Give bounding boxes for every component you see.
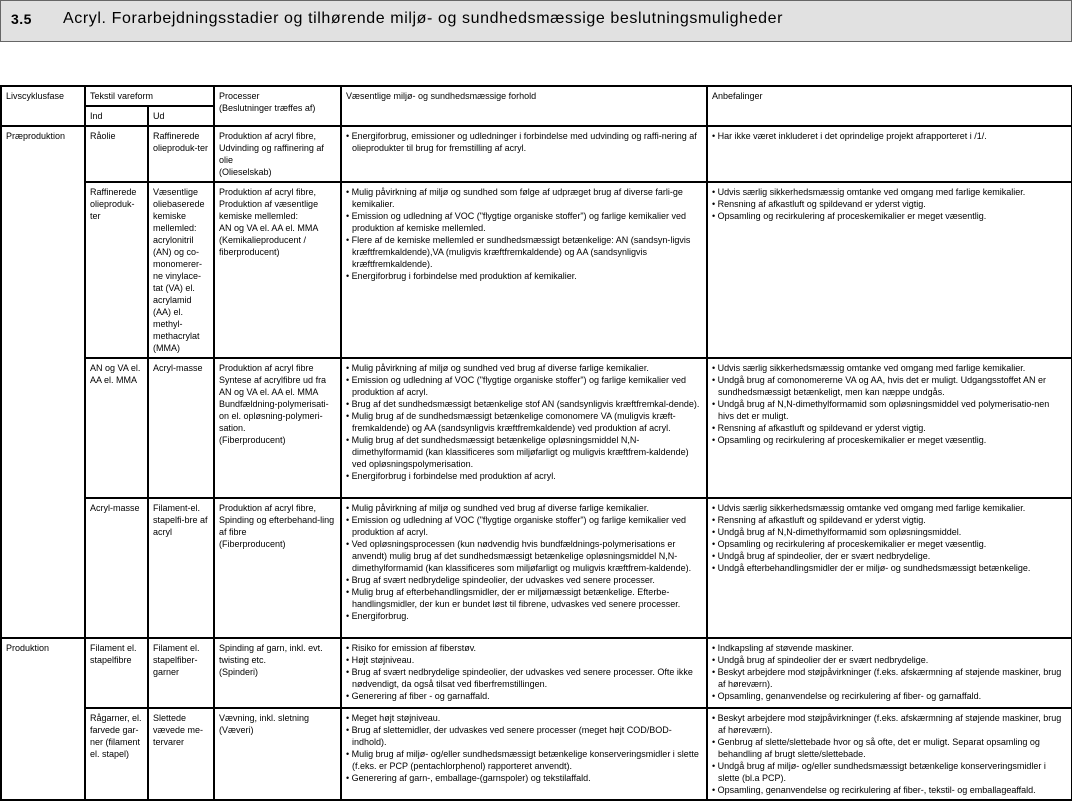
- list-item: • Energiforbrug i forbindelse med produktion af kemikalier.: [346, 270, 702, 282]
- process-line: Vævning, inkl. sletning: [219, 713, 310, 723]
- list-item: • Undgå brug af comonomererne VA og AA, hvis det er muligt. Udgangsstoffet AN er sundhedsmæssigt betænkeligt, men kan næppe undgås.: [712, 374, 1067, 398]
- process-line: Produktion af acryl fibre,: [219, 187, 317, 197]
- list-item: • Brug af svært nedbrydelige spindeolier, der udvaskes ved senere processer.: [346, 574, 702, 586]
- list-item: • Brug af slettemidler, der udvaskes ved senere processer (meget højt COD/BOD-indhold).: [346, 724, 702, 748]
- list-item: • Opsamling og recirkulering af proceskemikalier er meget væsentlig.: [712, 434, 1067, 446]
- table-row: [1, 708, 1072, 800]
- list-item: • Risiko for emission af fiberstøv.: [346, 642, 702, 654]
- list-item: • Generering af fiber - og garnaffald.: [346, 690, 702, 702]
- cell-in: Rågarner, el. farvede gar-ner (filament el. stapel): [85, 708, 148, 800]
- cell-in: AN og VA el. AA el. MMA: [85, 358, 148, 498]
- process-line: Bundfældning-polymerisati-on el. opløsning-polymeri-sation.: [219, 399, 329, 433]
- list-item: • Opsamling og recirkulering af proceskemikalier er meget væsentlig.: [712, 538, 1067, 550]
- list-item: • Meget højt støjniveau.: [346, 712, 702, 724]
- col-header-process-sub: (Beslutninger træffes af): [219, 103, 316, 113]
- process-line: (Fiberproducent): [219, 539, 286, 549]
- list-item: • Emission og udledning af VOC ("flygtige organiske stoffer") og farlige kemikalier ved produktion af acryl.: [346, 374, 702, 398]
- list-item: • Rensning af afkastluft og spildevand er yderst vigtig.: [712, 514, 1067, 526]
- cell-out: Acryl-masse: [148, 358, 214, 498]
- list-item: • Genbrug af slette/slettebade hvor og så ofte, det er muligt. Separat opsamling og behandling af brugt slette/slettebade.: [712, 736, 1067, 760]
- cell-out: Filament-el. stapelfi-bre af acryl: [148, 498, 214, 638]
- process-line: (Væveri): [219, 725, 254, 735]
- list-item: • Opsamling og recirkulering af proceskemikalier er meget væsentlig.: [712, 210, 1067, 222]
- table-row: [1, 182, 1072, 358]
- process-line: Produktion af væsentlige kemiske mellemled:: [219, 199, 319, 221]
- cell-process: [214, 638, 341, 708]
- list-item: • Højt støjniveau.: [346, 654, 702, 666]
- col-header-lifecycle: Livscyklusfase: [1, 86, 85, 126]
- cell-recommendations: [707, 638, 1072, 708]
- cell-process: [214, 126, 341, 182]
- cell-issues: [341, 126, 707, 182]
- list-item: • Udvis særlig sikkerhedsmæssig omtanke ved omgang med farlige kemikalier.: [712, 186, 1067, 198]
- process-line: (Olieselskab): [219, 167, 272, 177]
- cell-recommendations: [707, 182, 1072, 358]
- process-line: Udvinding og raffinering af olie: [219, 143, 324, 165]
- list-item: • Mulig påvirkning af miljø og sundhed ved brug af diverse farlige kemikalier.: [346, 502, 702, 514]
- cell-issues: [341, 182, 707, 358]
- list-item: • Undgå brug af N,N-dimethylformamid som opløsningsmiddel.: [712, 526, 1067, 538]
- process-line: Spinding og efterbehand-ling af fibre: [219, 515, 335, 537]
- list-item: • Rensning af afkastluft og spildevand er yderst vigtig.: [712, 198, 1067, 210]
- cell-issues: [341, 638, 707, 708]
- list-item: • Flere af de kemiske mellemled er sundhedsmæssigt betænkelige: AN (sandsyn-ligvis kræftfremkaldende),VA (muligvis kræftfremkaldende) og AA (sandsynligvis kræftfremkaldende).: [346, 234, 702, 270]
- list-item: • Ved opløsningsprocessen (kun nødvendig hvis bundfældnings-polymerisations er anvendt) mulig brug af det sundhedsmæssigt betænkelige opløsningsmiddel N,N-dimethylformamid (kan klassificeres som miljøfarligt og muligvis kræftfrem-kaldende).: [346, 538, 702, 574]
- cell-recommendations: [707, 358, 1072, 498]
- cell-process: [214, 182, 341, 358]
- process-line: Produktion af acryl fibre,: [219, 131, 317, 141]
- process-line: Produktion af acryl fibre: [219, 363, 314, 373]
- cell-in: Raffinerede olieproduk-ter: [85, 182, 148, 358]
- list-item: • Har ikke været inkluderet i det oprindelige projekt afrapporteret i /1/.: [712, 130, 1067, 142]
- list-item: • Opsamling, genanvendelse og recirkulering af fiber- og garnaffald.: [712, 690, 1067, 702]
- col-header-textile: Tekstil vareform: [85, 86, 214, 106]
- process-line: (Kemikalieproducent / fiberproducent): [219, 235, 307, 257]
- list-item: • Opsamling, genanvendelse og recirkulering af fiber-, tekstil- og emballageaffald.: [712, 784, 1067, 796]
- cell-recommendations: [707, 126, 1072, 182]
- process-line: Produktion af acryl fibre,: [219, 503, 317, 513]
- col-header-in: Ind: [85, 106, 148, 126]
- phase-cell-production: Produktion: [1, 638, 85, 800]
- list-item: • Emission og udledning af VOC ("flygtige organiske stoffer") og farlige kemikalier ved produktion af kemiske mellemled.: [346, 210, 702, 234]
- list-item: • Energiforbrug, emissioner og udledninger i forbindelse med udvinding og raffi-nering af olieprodukter til brug for fremstilling af acryl.: [346, 130, 702, 154]
- list-item: • Brug af det sundhedsmæssigt betænkelige stof AN (sandsynligvis kræftfremkal-dende).: [346, 398, 702, 410]
- section-number: 3.5: [11, 11, 32, 27]
- cell-recommendations: [707, 708, 1072, 800]
- cell-recommendations: [707, 498, 1072, 638]
- section-header: [0, 0, 1072, 42]
- list-item: • Energiforbrug i forbindelse med produktion af acryl.: [346, 470, 702, 482]
- cell-out: Filament el. stapelfiber-garner: [148, 638, 214, 708]
- list-item: • Beskyt arbejdere mod støjpåvirkninger (f.eks. afskærmning af støjende maskiner, brug af høreværn).: [712, 666, 1067, 690]
- list-item: • Mulig brug af det sundhedsmæssigt betænkelige opløsningsmiddel N,N-dimethylformamid (kan klassificeres som miljøfarligt og muligvis kræftfrem-kaldende) ved opløsningspolymerisation.: [346, 434, 702, 470]
- list-item: • Rensning af afkastluft og spildevand er yderst vigtig.: [712, 422, 1067, 434]
- cell-issues: [341, 358, 707, 498]
- cell-process: [214, 708, 341, 800]
- cell-in: Acryl-masse: [85, 498, 148, 638]
- process-line: AN og VA el. AA el. MMA: [219, 223, 319, 233]
- col-header-recommendations: Anbefalinger: [707, 86, 1072, 126]
- list-item: • Udvis særlig sikkerhedsmæssig omtanke ved omgang med farlige kemikalier.: [712, 502, 1067, 514]
- process-line: Spinding af garn, inkl. evt. twisting etc.: [219, 643, 323, 665]
- list-item: • Energiforbrug.: [346, 610, 702, 622]
- process-line: Syntese af acrylfibre ud fra AN og VA el. AA el. MMA: [219, 375, 327, 397]
- list-item: • Beskyt arbejdere mod støjpåvirkninger (f.eks. afskærmning af støjende maskiner, brug af høreværn).: [712, 712, 1067, 736]
- section-title: Acryl. Forarbejdningsstadier og tilhørende miljø- og sundhedsmæssige beslutningsmuligheder: [63, 10, 784, 27]
- list-item: • Generering af garn-, emballage-(garnspoler) og tekstilaffald.: [346, 772, 702, 784]
- list-item: • Undgå brug af spindeolier der er svært nedbrydelige.: [712, 654, 1067, 666]
- cell-in: Råolie: [85, 126, 148, 182]
- col-header-issues: Væsentlige miljø- og sundhedsmæssige forhold: [341, 86, 707, 126]
- list-item: • Emission og udledning af VOC ("flygtige organiske stoffer") og farlige kemikalier ved produktion af acryl.: [346, 514, 702, 538]
- phase-cell-preproduction: Præproduktion: [1, 126, 85, 638]
- table-row: [1, 358, 1072, 498]
- list-item: • Mulig brug af miljø- og/eller sundhedsmæssigt betænkelige konserveringsmidler i slette (f.eks. er PCP (pentachlorphenol) rapporteret anvendt).: [346, 748, 702, 772]
- list-item: • Mulig brug af efterbehandlingsmidler, der er miljømæssigt betænkelige. Efterbe-handlingsmidler, der kun er bundet løst til fibrene, udvaskes ved senere processer.: [346, 586, 702, 610]
- table-row: [1, 638, 1072, 708]
- cell-out: Slettede vævede me-tervarer: [148, 708, 214, 800]
- list-item: • Undgå brug af spindeolier, der er svært nedbrydelige.: [712, 550, 1067, 562]
- list-item: • Undgå efterbehandlingsmidler der er miljø- og sundhedsmæssigt betænkelige.: [712, 562, 1067, 574]
- cell-issues: [341, 708, 707, 800]
- col-header-out: Ud: [148, 106, 214, 126]
- cell-issues: [341, 498, 707, 638]
- lifecycle-table: [0, 85, 1072, 801]
- list-item: • Undgå brug af miljø- og/eller sundhedsmæssigt betænkelige konserveringsmidler i slette (bl.a PCP).: [712, 760, 1067, 784]
- cell-process: [214, 498, 341, 638]
- table-header-row: [1, 86, 1072, 106]
- list-item: • Mulig brug af de sundhedsmæssigt betænkelige comonomere VA (muligvis kræft-fremkaldende) og AA (sandsynligvis kræftfremkaldende) ved produktion af acryl.: [346, 410, 702, 434]
- col-header-process-label: Processer: [219, 91, 260, 101]
- process-line: (Spinderi): [219, 667, 259, 677]
- cell-out: Raffinerede olieproduk-ter: [148, 126, 214, 182]
- process-line: (Fiberproducent): [219, 435, 286, 445]
- list-item: • Undgå brug af N,N-dimethylformamid som opløsningsmiddel ved polymerisatio-nen hivs det er muligt.: [712, 398, 1067, 422]
- cell-out: Væsentlige oliebaserede kemiske mellemled: acrylonitril (AN) og co-monomerer-ne vinylace-tat (VA) el. acrylamid (AA) el. methyl-methacrylat (MMA): [148, 182, 214, 358]
- list-item: • Indkapsling af støvende maskiner.: [712, 642, 1067, 654]
- cell-process: [214, 358, 341, 498]
- cell-in: Filament el. stapelfibre: [85, 638, 148, 708]
- table-row: [1, 126, 1072, 182]
- list-item: • Brug af svært nedbrydelige spindeolier, der udvaskes ved senere processer. Ofte ikke nødvendigt, da også tilsat ved fiberfremstillingen.: [346, 666, 702, 690]
- list-item: • Udvis særlig sikkerhedsmæssig omtanke ved omgang med farlige kemikalier.: [712, 362, 1067, 374]
- col-header-process: [214, 86, 341, 126]
- list-item: • Mulig påvirkning af miljø og sundhed som følge af udpræget brug af diverse farli-ge kemikalier.: [346, 186, 702, 210]
- table-row: [1, 498, 1072, 638]
- list-item: • Mulig påvirkning af miljø og sundhed ved brug af diverse farlige kemikalier.: [346, 362, 702, 374]
